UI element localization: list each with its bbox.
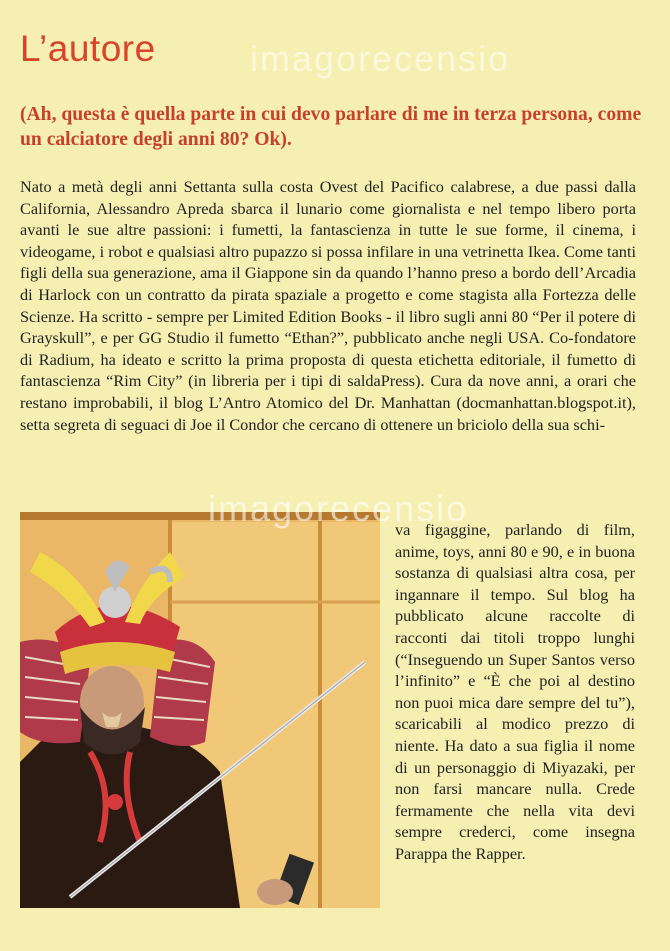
page-subtitle: (Ah, questa è quella parte in cui devo parlare di me in terza persona, come un calciatore degli anni 80? Ok).	[20, 104, 642, 150]
author-bio-continuation: va figaggine, parlando di film, anime, toys, anni 80 e 90, e in buona sostanza di qualsiasi altra cosa, per ingannare il tempo. Sul blog ha pubblicato alcune raccolte di racconti dai titoli troppo lunghi (“Inseguendo un Super Santos verso l’infinito” e “È che poi al destino non puoi mica dare sempre del tu”), scaricabili al modico prezzo di niente. Ha dato a sua figlia il nome di un personaggio di Miyazaki, per non farsi mancare nulla. Crede fermamente che nella vita devi sempre crederci, come insegna Parappa the Rapper.	[395, 520, 635, 863]
author-photo	[20, 512, 380, 908]
watermark-text: imagorecensio	[250, 38, 511, 79]
page-title: L’autore	[20, 28, 156, 69]
watermark-text-overlay: imagorecensio	[208, 488, 469, 529]
author-bio-paragraph: Nato a metà degli anni Settanta sulla costa Ovest del Pacifico calabrese, a due passi dalla California, Alessandro Apreda sbarca il lunario come giornalista e nel tempo libero porta avanti le sue altre passioni: i fumetti, la fantascienza in tutte le sue forme, il cinema, i videogame, i robot e qualsiasi altro pupazzo si possa infilare in una vetrinetta Ikea. Come tanti figli della sua generazione, ama il Giappone sin da quando l’hanno preso a bordo dell’Arcadia di Harlock con un contratto da pirata spaziale a progetto e come stagista alla Fortezza delle Scienze. Ha scritto - sempre per Limited Edition Books - il libro sugli anni 80 “Per il potere di Grayskull”, e per GG Studio il fumetto “Ethan?”, pubblicato anche negli USA. Co-fondatore di Radium, ha ideato e scritto la prima proposta di questa etichetta editoriale, il fumetto di fantascienza “Rim City” (in libreria per i tipi di saldaPress). Cura da nove anni, a orari che restano improbabili, il blog L’Antro Atomico del Dr. Manhattan (docmanhattan.blogspot.it), setta segreta di seguaci di Joe il Condor che cercano di ottenere un briciolo della sua schi-	[20, 177, 636, 434]
